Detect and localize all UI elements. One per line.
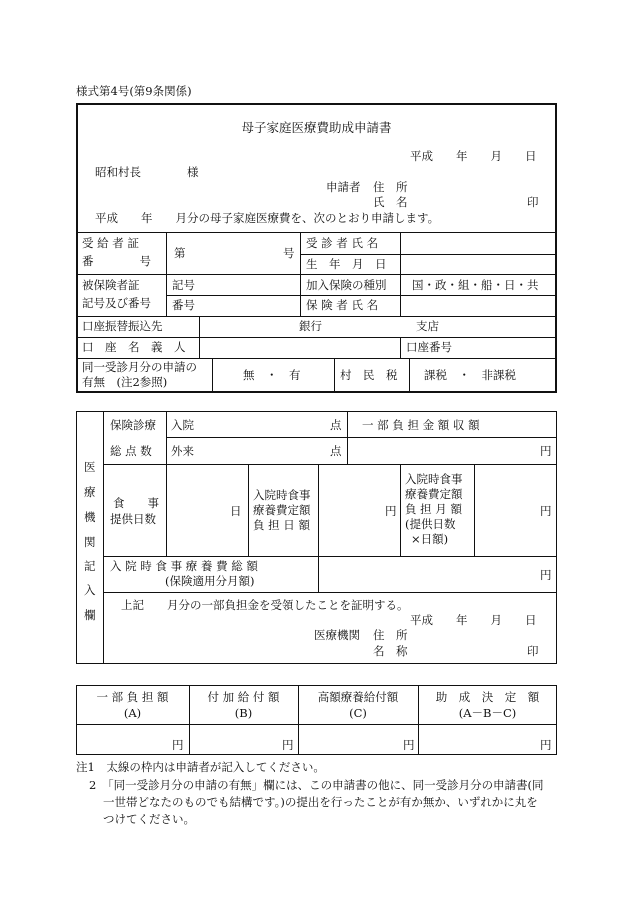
applicant-label: 申請者	[326, 180, 361, 194]
applicant-address-label: 住 所	[373, 180, 408, 194]
addressee: 昭和村長 様	[95, 165, 199, 179]
birth-date-label: 生 年 月 日	[306, 257, 387, 271]
summary-unit-b: 円	[282, 738, 294, 752]
summary-sub-a: (A)	[123, 706, 142, 720]
same-month-options[interactable]: 無 ・ 有	[243, 368, 301, 382]
application-statement: 平成 年 月分の母子家庭医療費を、次のとおり申請します。	[95, 211, 440, 225]
summary-sub-c: (C)	[349, 706, 367, 720]
partial-payment-label: 一 部 負 担 金 額 収 額	[362, 418, 480, 432]
meal-monthly-label-3: 負 担 月 額	[405, 502, 462, 516]
summary-unit-c: 円	[403, 738, 415, 752]
summary-sub-d: (A－B－C)	[458, 706, 517, 720]
side-char: 医	[84, 460, 96, 474]
meal-total-label-1: 入 院 時 食 事 療 養 費 総 額	[110, 559, 258, 573]
summary-unit-a: 円	[172, 738, 184, 752]
same-month-label-2: 有無 (注2参照)	[82, 375, 168, 389]
recipient-cert-label-2: 番 号	[82, 254, 151, 268]
applicant-seal: 印	[527, 195, 539, 209]
side-char: 療	[84, 485, 96, 499]
cert-dai: 第	[174, 246, 186, 260]
side-char: 関	[84, 535, 96, 549]
cert-go: 号	[283, 246, 295, 260]
meal-total-label-2: (保険適用分月額)	[165, 574, 255, 588]
account-number-label: 口座番号	[406, 340, 452, 354]
meal-daily-unit: 円	[385, 504, 397, 518]
meal-total-unit: 円	[540, 568, 552, 582]
recipient-cert-label-1: 受 給 者 証	[82, 236, 139, 250]
outpatient-points-unit: 点	[330, 444, 342, 458]
bank-label: 銀行	[299, 319, 322, 333]
summary-header-a: 一 部 負 担 額	[96, 690, 169, 704]
meal-monthly-unit: 円	[540, 504, 552, 518]
meal-monthly-label-2: 療養費定額	[405, 487, 463, 501]
patient-name-label: 受 診 者 氏 名	[306, 236, 379, 250]
bango-label: 番号	[172, 298, 195, 312]
inpatient-points-unit: 点	[330, 418, 342, 432]
meal-days-label-2: 提供日数	[110, 512, 156, 526]
institution-label: 医療機関	[314, 628, 360, 642]
partial-payment-unit: 円	[540, 444, 552, 458]
applicant-name-label: 氏 名	[373, 195, 408, 209]
summary-header-c: 高額療養給付額	[317, 690, 399, 704]
application-date[interactable]: 平成 年 月 日	[410, 149, 537, 163]
institution-name-label: 名 称	[373, 644, 408, 658]
meal-days-unit: 日	[230, 504, 242, 518]
summary-header-b: 付 加 給 付 額	[207, 690, 280, 704]
certification-statement: 上記 月分の一部負担金を受領したことを証明する。	[121, 598, 409, 612]
note-1: 注1 太線の枠内は申請者が記入してください。	[76, 760, 325, 774]
meal-days-label-1: 食 事	[113, 496, 159, 510]
insurance-type-label: 加入保険の種別	[306, 278, 387, 292]
meal-daily-label-2: 療養費定額	[253, 503, 311, 517]
summary-header-d: 助 成 決 定 額	[435, 690, 540, 704]
insured-cert-label-1: 被保険者証	[82, 278, 140, 292]
insured-points-label-2: 総 点 数	[110, 444, 152, 458]
meal-daily-label-1: 入院時食事	[253, 488, 311, 502]
insurance-type-options[interactable]: 国・政・組・船・日・共	[412, 278, 539, 292]
tax-options[interactable]: 課税 ・ 非課税	[424, 368, 516, 382]
form-title: 母子家庭医療費助成申請書	[241, 120, 392, 135]
bank-transfer-label: 口座振替振込先	[82, 319, 163, 333]
inpatient-label: 入院	[171, 418, 194, 432]
village-tax-label: 村 民 税	[340, 368, 398, 382]
meal-monthly-label-1: 入院時食事	[405, 472, 463, 486]
insured-cert-label-2: 記号及び番号	[82, 296, 151, 310]
account-holder-label: 口 座 名 義 人	[82, 340, 186, 354]
note-2-line-3: つけてください。	[103, 812, 195, 826]
institution-address-label: 住 所	[373, 628, 408, 642]
certification-date[interactable]: 平成 年 月 日	[410, 613, 537, 627]
meal-monthly-label-5: ×日額)	[411, 532, 449, 546]
outpatient-label: 外来	[171, 444, 194, 458]
side-char: 欄	[84, 608, 96, 622]
branch-label: 支店	[416, 319, 439, 333]
insured-points-label-1: 保険診療	[110, 418, 156, 432]
kigo-label: 記号	[172, 278, 195, 292]
meal-daily-label-3: 負 担 日 額	[253, 518, 310, 532]
form-number: 様式第4号(第9条関係)	[76, 84, 192, 98]
side-char: 入	[84, 583, 96, 597]
same-month-label-1: 同一受診月分の申請の	[82, 360, 197, 374]
note-2-line-1: 2 「同一受診月分の申請の有無」欄には、この申請書の他に、同一受診月分の申請書(同	[89, 778, 544, 792]
summary-sub-b: (B)	[234, 706, 253, 720]
institution-seal: 印	[527, 644, 539, 658]
meal-monthly-label-4: (提供日数	[405, 517, 456, 531]
note-2-line-2: 一世帯どなたのものでも結構です。)の提出を行ったことが有か無か、いずれかに丸を	[103, 795, 538, 809]
side-char: 機	[84, 510, 96, 524]
insured-name-label: 保 険 者 氏 名	[306, 298, 379, 312]
summary-unit-d: 円	[540, 738, 552, 752]
side-char: 記	[84, 559, 96, 573]
